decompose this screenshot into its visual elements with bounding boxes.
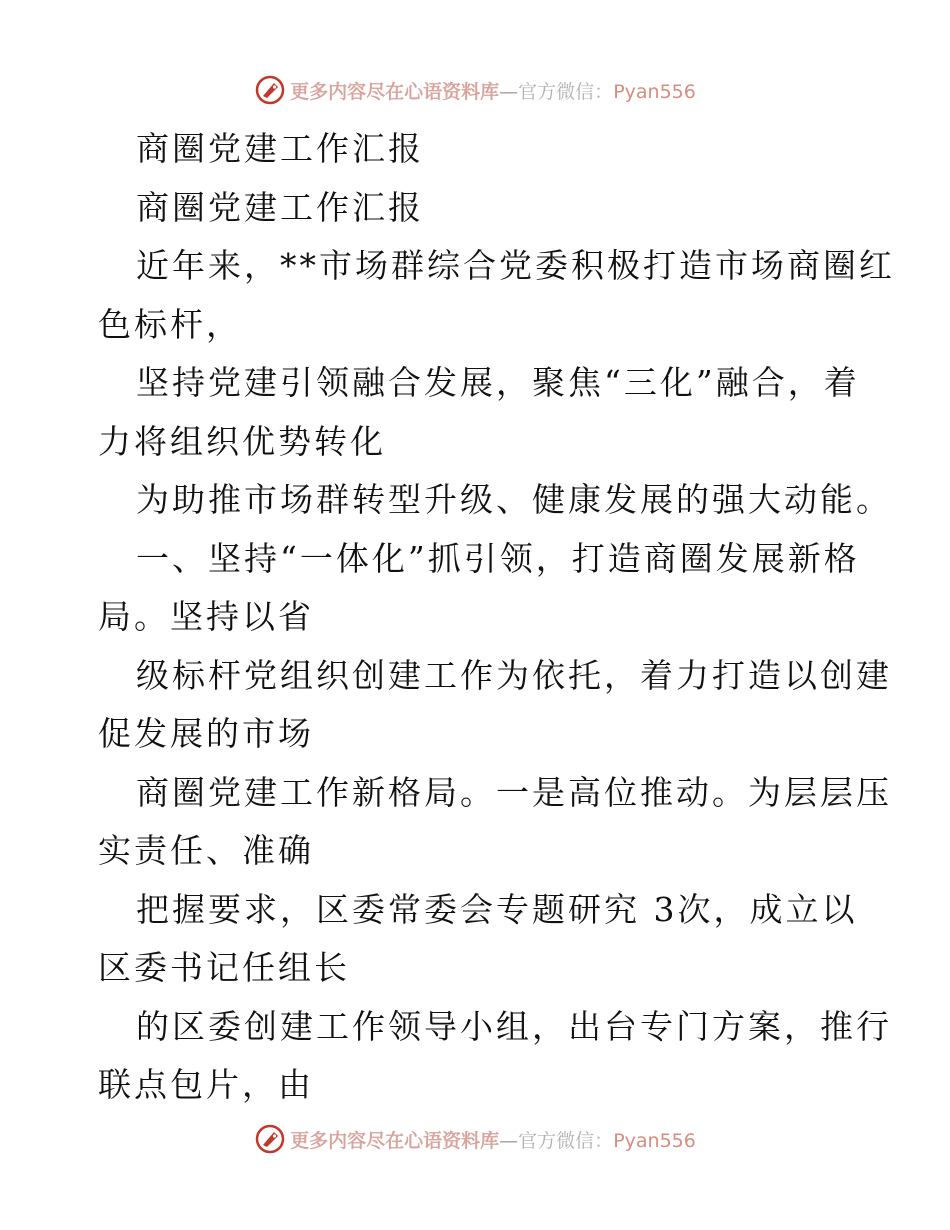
wechat-id: Pyan556 (613, 80, 696, 103)
pen-nib-logo-icon (254, 1123, 286, 1155)
document-title: 商圈党建工作汇报 (136, 129, 424, 168)
paragraph-line: 区委书记任组长 (98, 948, 350, 987)
separator: — (499, 1129, 519, 1152)
paragraph-line: 的区委创建工作领导小组，出台专门方案，推行 (136, 1006, 892, 1046)
watermark-text (290, 1126, 696, 1153)
wechat-id: Pyan556 (613, 1129, 696, 1152)
contact-label: 官方微信： (518, 80, 614, 103)
footer-watermark-banner (0, 1119, 950, 1159)
paragraph-line: 把握要求，区委常委会专题研究 3次，成立以 (136, 889, 858, 929)
pen-nib-logo-icon (254, 74, 286, 106)
brand-name: 更多内容尽在心语资料库 (290, 80, 500, 103)
brand-name: 更多内容尽在心语资料库 (290, 1129, 500, 1152)
paragraph-line: 商圈党建工作新格局。一是高位推动。为层层压 (136, 772, 892, 812)
paragraph-line: 联点包片，由 (98, 1065, 314, 1104)
document-body (98, 120, 895, 1115)
paragraph-line: 坚持党建引领融合发展，聚焦“三化”融合，着 (136, 363, 860, 402)
paragraph-line: 实责任、准确 (98, 831, 314, 870)
watermark-text (290, 77, 696, 104)
paragraph-line: 近年来，**市场群综合党委积极打造市场商圈红 (136, 246, 895, 285)
paragraph-line: 级标杆党组织创建工作为依托，着力打造以创建 (136, 655, 892, 695)
document-subtitle: 商圈党建工作汇报 (136, 187, 424, 227)
header-watermark-banner (0, 70, 950, 110)
paragraph-line: 局。坚持以省 (98, 597, 314, 636)
separator: — (499, 80, 519, 103)
paragraph-line: 色标杆， (98, 304, 242, 344)
paragraph-line: 为助推市场群转型升级、健康发展的强大动能。 (136, 480, 892, 519)
section-heading-line: 一、坚持“一体化”抓引领，打造商圈发展新格 (136, 538, 860, 578)
contact-label: 官方微信： (518, 1129, 614, 1152)
paragraph-line: 力将组织优势转化 (98, 421, 386, 461)
paragraph-line: 促发展的市场 (98, 714, 314, 753)
